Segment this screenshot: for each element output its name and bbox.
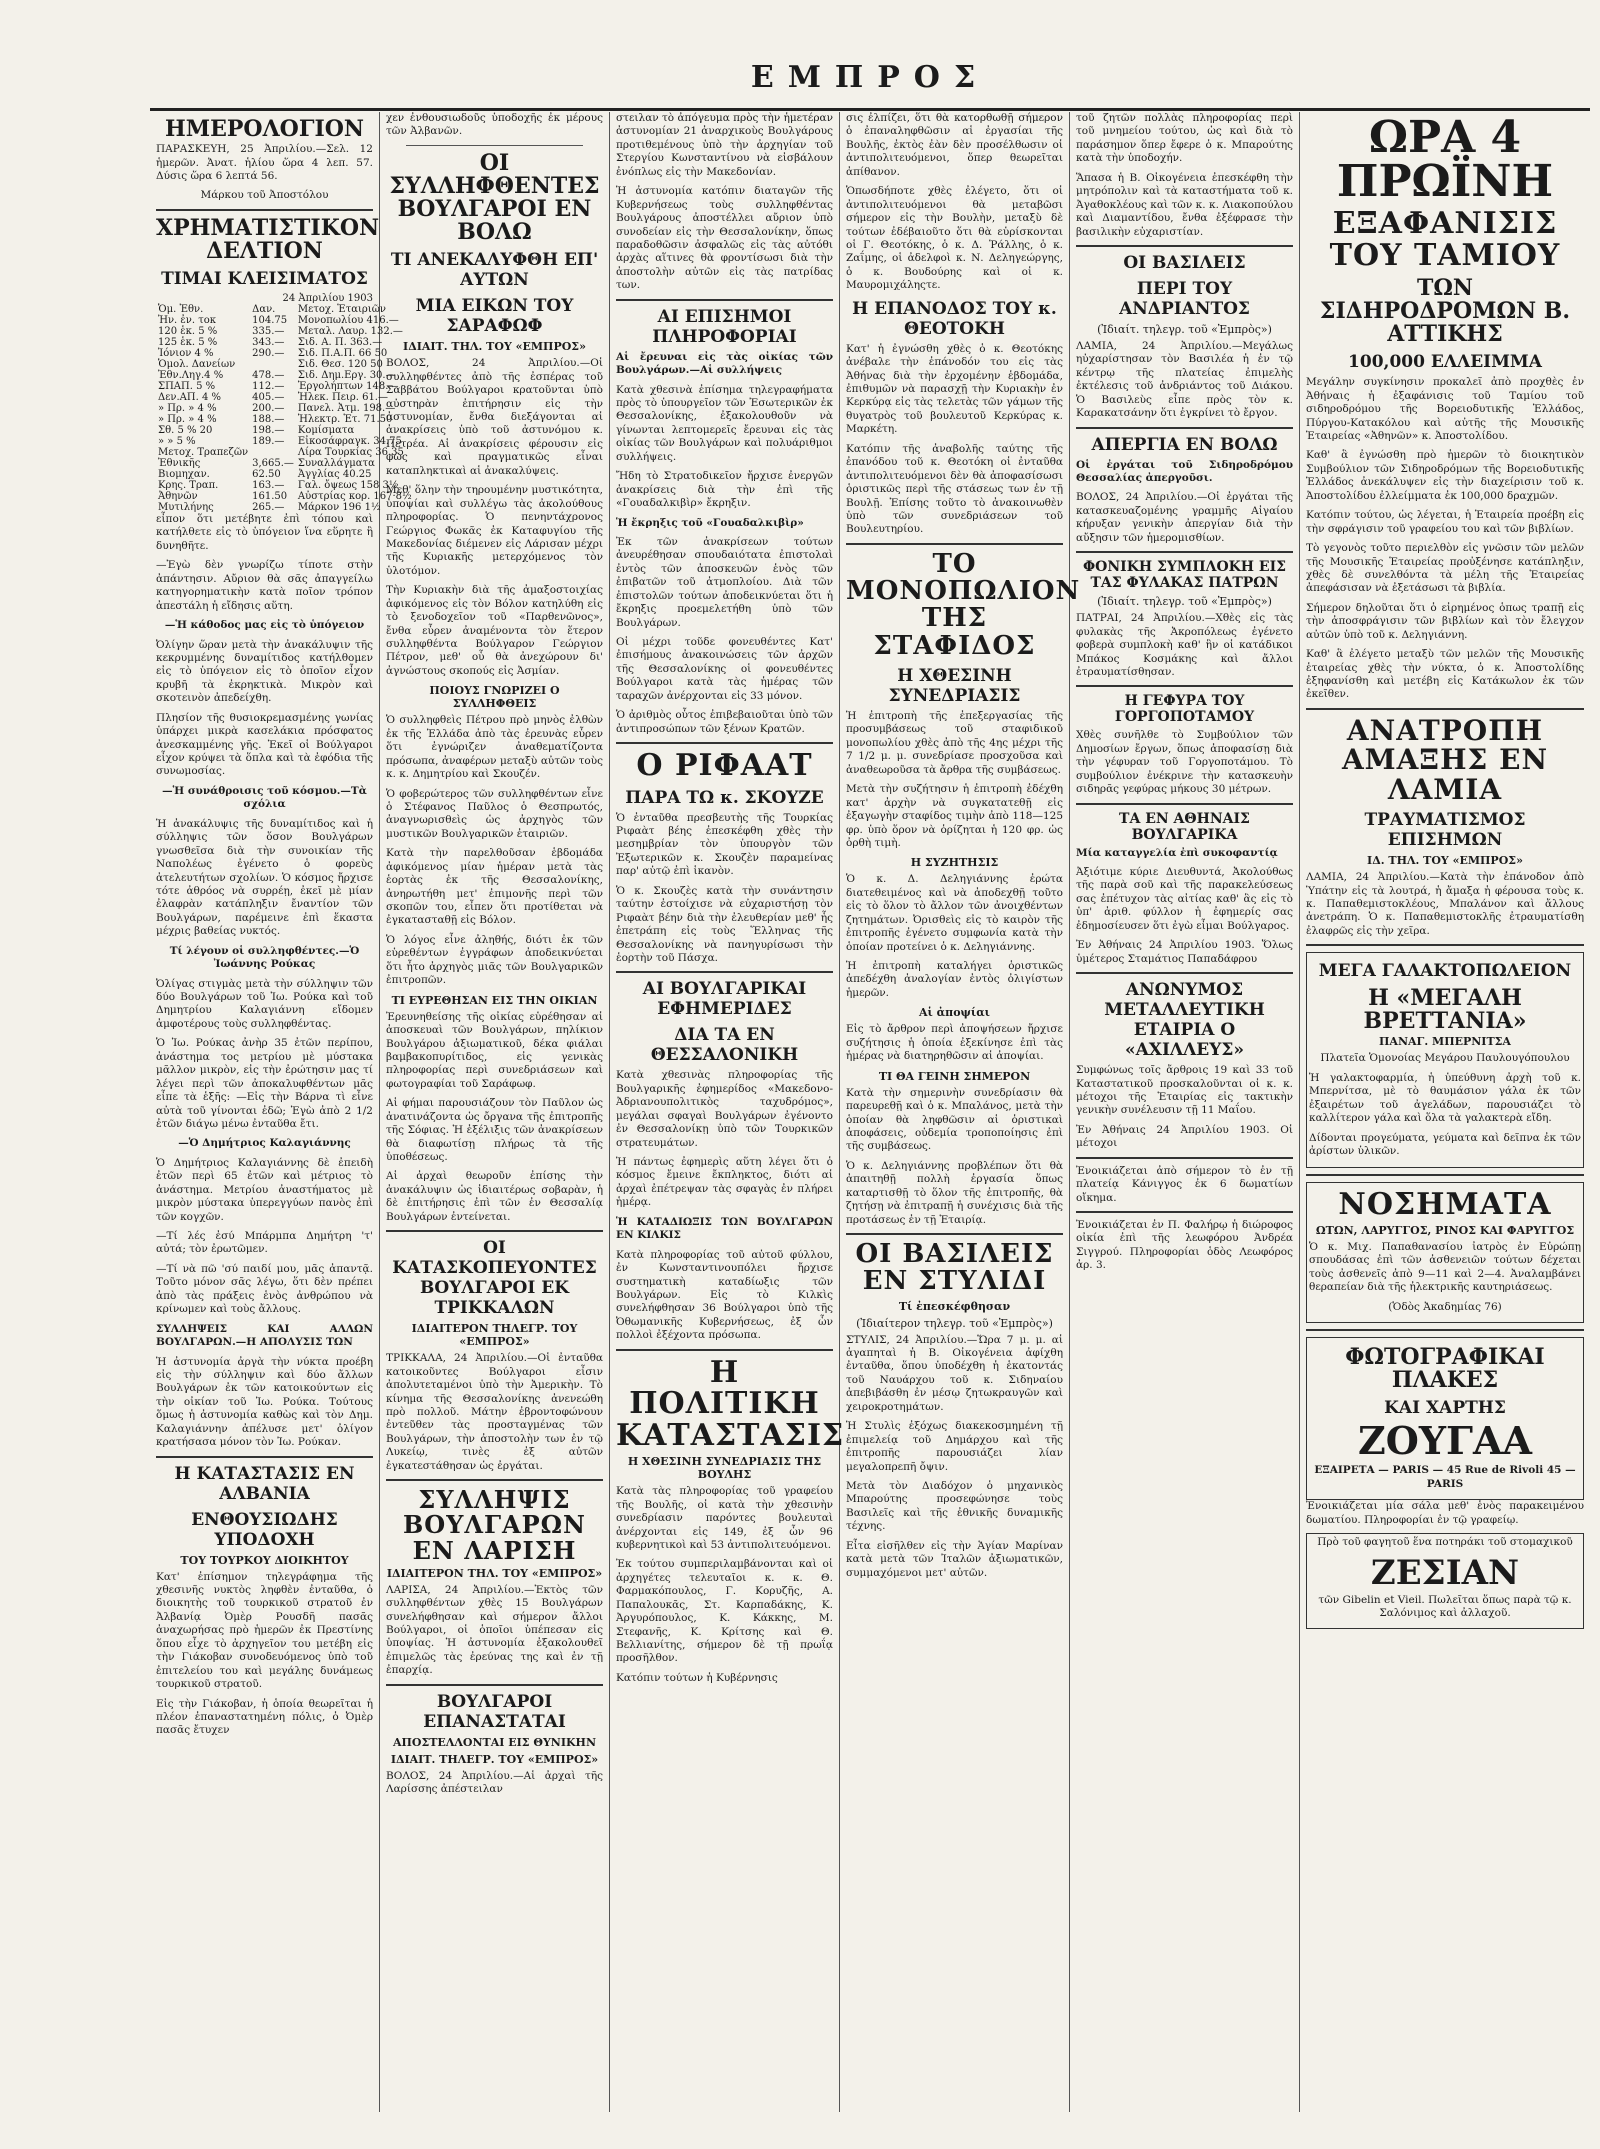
headline: ΣΥΛΛΗΨΙΣ ΒΟΥΛΓΑΡΩΝ ΕΝ ΛΑΡΙΣΗ bbox=[403, 1485, 586, 1565]
rates-cell: Κρης. Τραπ. bbox=[158, 480, 219, 492]
divider bbox=[616, 299, 833, 301]
paragraph: Ἡ ἐπιτροπὴ καταλήγει ὁριστικῶς ἀπεδέχθη ἀναλογίαν ἐντὸς ὀλιγίστων ἡμερῶν. bbox=[846, 960, 1063, 999]
rates-cell: Μυτιλήνης bbox=[158, 502, 214, 514]
section-heading: —Ἡ κάθοδος μας εἰς τὸ ὑπόγειον bbox=[164, 619, 365, 632]
paragraph: στειλαν τὸ ἀπόγευμα πρὸς τὴν ἡμετέραν ἀστυνομίαν 21 ἀναρχικοὺς Βουλγάρους προτιθεμένους ὑπὸ τὴν ἀρχηγίαν τοῦ Στεργίου Κωνσταντίνου νὰ εἰσβάλουν ἐνόπλως εἰς τὴν Μακεδονίαν. bbox=[616, 112, 834, 178]
subheadline: ΠΑΡΑ ΤΩ κ. ΣΚΟΥΖΕ bbox=[625, 787, 824, 808]
column-3 bbox=[610, 112, 845, 2112]
paragraph: ΤΡΙΚΚΑΛΑ, 24 Ἀπριλίου.—Οἱ ἐνταῦθα κατοικοῦντες Βούλγαροι εἶσιν ἀπολυτεταμένοι ὑπὸ τὴν Ἀμερικὴν. Τὸ κίνημα τῆς Θεσσαλονίκης ἀνενεώθη πρὸ πολλοῦ. Μάτην ἐβροντοφώνουν ἐντεῦθεν τὰς προσταγμένας τῶν Βουλγάρων, τὴν ἀποστολὴν των ἐν τῷ Λυκείῳ, τινὲς ἐξ αὐτῶν ἐγκατεστάθησαν ὡς ἐργάται. bbox=[386, 1352, 603, 1472]
ad-subheadline: ΠΑΝΑΓ. ΜΠΕΡΝΙΤΣΑ bbox=[1379, 1035, 1511, 1049]
divider bbox=[1076, 972, 1293, 974]
divider bbox=[1076, 685, 1293, 687]
divider bbox=[846, 543, 1063, 545]
paragraph: Κατὰ τὴν σημερινὴν συνεδρίασιν θὰ παρευρεθῇ καὶ ὁ κ. Μπαλάνος, μετὰ τὴν ὁποίαν θὰ ληφθῶσιν αἱ ὁριστικαὶ ἀποφάσεις, οὐδεμία τροποποίησις ἐπὶ τῆς συμβάσεως. bbox=[846, 1086, 1063, 1153]
column-1 bbox=[150, 112, 412, 2112]
dateline: ΙΔΙΑΙΤ. ΤΗΛ. ΤΟΥ «ΕΜΠΡΟΣ» bbox=[403, 340, 586, 354]
section-heading: ΤΙ ΕΥΡΕΘΗΣΑΝ ΕΙΣ ΤΗΝ ΟΙΚΙΑΝ bbox=[391, 993, 598, 1007]
rates-cell: Ἠλεκτρ. Ἑτ. 71.50 bbox=[297, 414, 393, 426]
rates-row bbox=[156, 337, 414, 348]
ad-headline: ΖΟΥΓΑΑ bbox=[1358, 1418, 1532, 1464]
paragraph: Ὁ λόγος εἶνε ἀληθής, διότι ἐκ τῶν εὑρεθέντων ἐγγράφων ἀποδεικνύεται ὅτι ἦτο ἀρχηγὸς μιᾶς τῶν Βουλγαρικῶν ἐπιτροπῶν. bbox=[386, 933, 603, 987]
headline: ΤΑ ΕΝ ΑΘΗΝΑΙΣ ΒΟΥΛΓΑΡΙΚΑ bbox=[1119, 810, 1250, 843]
rates-cell: Ἐθνικῆς bbox=[158, 458, 201, 470]
divider bbox=[1306, 708, 1584, 710]
paragraph: Κατ' ἡ ἐγνώσθη χθὲς ὁ κ. Θεοτόκης ἀνέβαλε τὴν ἐπάνοδόν του εἰς τὰς Ἀθήνας διὰ τὴν ἐρχομένην ἑβδομάδα, ἐπιθυμῶν νὰ παρασχῇ τὴν Κυριακὴν ἐν Κερκύρᾳ εἰς τὰς τελετὰς τῶν γάμων τῆς θυγατρὸς τοῦ βουλευτοῦ Κερκύρας κ. Μαρκέτη. bbox=[846, 342, 1063, 436]
headline: ΑΝΩΝΥΜΟΣ ΜΕΤΑΛΛΕΥΤΙΚΗ ΕΤΑΙΡΙΑ Ο «ΑΧΙΛΛΕΥΣ» bbox=[1104, 980, 1265, 1061]
rates-cell: Λίρα Τουρκίας 36.35 bbox=[297, 447, 404, 459]
paragraph: ΠΑΡΑΣΚΕΥΗ, 25 Ἀπριλίου.—Σελ. 12 ἡμερῶν. Ἀνατ. ἡλίου ὥρα 4 λεπ. 57. Δύσις ὥρα 6 λεπτά 56. bbox=[156, 143, 373, 182]
rates-row bbox=[156, 304, 414, 315]
rates-cell: 343.— bbox=[252, 337, 285, 349]
rates-cell bbox=[250, 359, 296, 370]
paragraph: Εἰς τὸ ἄρθρον περὶ ἀποψήσεων ἤρχισε συζήτησις ἡ ὁποία ἐξεκίνησε ἐπὶ τὰς ἡμέρας νὰ διατηρηθῶσιν αἱ ἀποψίαι. bbox=[846, 1023, 1063, 1063]
subheadline: ΠΕΡΙ ΤΟΥ ΑΝΔΡΙΑΝΤΟΣ bbox=[1119, 278, 1250, 319]
paragraph: Συμφώνως τοῖς ἄρθροις 19 καὶ 33 τοῦ Καταστατικοῦ προσκαλοῦνται οἱ κ. κ. μέτοχοι τῆς Ἑταιρίας εἰς τακτικὴν γενικὴν συνέλευσιν τῇ 11 Μαΐου. bbox=[1076, 1064, 1293, 1117]
paragraph: Κατόπιν τούτων ἡ Κυβέρνησις bbox=[616, 1671, 778, 1684]
rates-row bbox=[156, 392, 414, 403]
paragraph: Κατ' ἐπίσημον τηλεγράφημα τῆς χθεσινῆς νυκτὸς ληφθὲν ἐνταῦθα, ὁ διοικητὴς τοῦ τουρκικοῦ στρατοῦ ἐν Ἀλβανίᾳ Ὀμὲρ Ρουσδῆ πασᾶς ἀναχωρήσας πρὸ ἡμερῶν ἐκ Πρεστίνης ὅπου εἶχε τὸ ἀρχηγεῖον του μετέβη εἰς τὴν Γιάκοβαν συνοδευόμενος ὑπὸ τοῦ ἐπιτελείου του καὶ μεγάλης δυνάμεως τουρκικοῦ στρατοῦ. bbox=[156, 1570, 373, 1691]
subheadline: ΤΟΥ ΤΟΥΡΚΟΥ ΔΙΟΙΚΗΤΟΥ bbox=[180, 1553, 349, 1567]
paragraph: Τὴν Κυριακὴν διὰ τῆς ἀμαξοστοιχίας ἀφικόμενος εἰς τὸν Βόλον κατηλύθη εἰς τὸ ξενοδοχεῖον τοῦ «Παρθενῶνος», ἔνθα εὗρεν ἀναμένοντα τὸν ἕτερον συλληφθέντα Βούλγαρον Γεώργιον Πέτρον, μεθ' οὗ θὰ ἀνεχώρουν δι' ἀγνώστους σκοπούς εἰς Ἀσμίαν. bbox=[386, 584, 603, 677]
headline: ΤΟ ΜΟΝΟΠΩΛΙΟΝ ΤΗΣ ΣΤΑΦΙΔΟΣ bbox=[846, 548, 1081, 661]
paragraph: τοῦ ζητῶν πολλὰς πληροφορίας περὶ τοῦ μνημείου τούτου, ὡς καὶ διὰ τὸ παράσημον ὅπερ ἔφερε ὁ κ. Μπαρούτης κατὰ τὴν ὑποδοχήν. bbox=[1076, 112, 1293, 165]
paragraph: Ἐρευνηθείσης τῆς οἰκίας εὑρέθησαν αἱ ἀποσκευαὶ τῶν Βουλγάρων, πηλίκιον Βουλγάρου ἀξιωματικοῦ, δέκα φιάλαι βαμβακοπυρίτιδος, εἰς γενικὰς πληροφορίας περὶ συνεδριάσεων καὶ φωτογραφίαι τοῦ Σαράφωφ. bbox=[386, 1010, 603, 1090]
section-heading: Αἱ ἔρευναι εἰς τὰς οἰκίας τῶν Βουλγάρων.—Αἱ συλλήψεις bbox=[616, 350, 833, 377]
ad-headline: ΦΩΤΟΓΡΑΦΙΚΑΙ ΠΛΑΚΕΣ bbox=[1345, 1344, 1545, 1394]
paragraph: εἶπον ὅτι μετέβητε ἐπὶ τόπου καὶ κατήλθετε εἰς τὸ ὑπόγειον ἵνα εὕρητε ἢ δυνηθῆτε. bbox=[156, 513, 373, 552]
paragraph: Ὁ Δημήτριος Καλαγιάννης δὲ ἐπειδὴ ἐτῶν περὶ 65 ἐτῶν καὶ μέτριος τὸ ἀνάστημα. Μετρίου ἀναστήματος μὲ μικρὸν μύστακα ὑπερεγγύων πανὸς ἐπὶ τῶν κογχῶν. bbox=[156, 1156, 373, 1223]
section-heading: ΠΟΙΟΥΣ ΓΝΩΡΙΖΕΙ Ο ΣΥΛΛΗΦΘΕΙΣ bbox=[429, 684, 560, 711]
paragraph: Ἡ ἀστυνομία κατόπιν διαταγῶν τῆς Κυβερνήσεως τοὺς συλληφθέντας Βουλγάρους ἀποστέλλει αὔριον ὑπὸ συνοδείαν εἰς τὴν Θεσσαλονίκην, ὅπως παραδοθῶσιν ἀσφαλῶς εἰς τὰς αὐτόθι ἀρχὰς αἵτινες θὰ φροντίσωσι διὰ τὴν ἀποστολὴν αὐτῶν εἰς τὰς πατρίδας των. bbox=[616, 185, 833, 292]
headline: ΟΙ ΒΑΣΙΛΕΙΣ ΕΝ ΣΤΥΛΙΔΙ bbox=[855, 1239, 1054, 1297]
paragraph: Τὸ γεγονὸς τοῦτο περιελθὸν εἰς γνῶσιν τῶν μελῶν τῆς Μουσικῆς Ἑταιρείας προὐξένησε κατάπληξιν, χθὲς δὲ συνελθόντα τὰ μέλη τῆς Ἑταιρείας ἀπεφάσισαν νὰ ἐξετάσωσι τὰ βιβλία. bbox=[1306, 542, 1584, 595]
divider bbox=[616, 1349, 833, 1351]
section-heading: Τί λέγουν οἱ συλληφθέντες.—Ὁ Ἰωάννης Ρούκας bbox=[169, 944, 360, 971]
rates-cell: Ἀθηνῶν bbox=[158, 491, 198, 503]
rates-date: 24 Ἀπριλίου 1903 bbox=[282, 293, 373, 305]
headline: Η ΚΑΤΑΣΤΑΣΙΣ ΕΝ ΑΛΒΑΝΙΑ bbox=[174, 1463, 355, 1504]
rates-cell: Κομίσματα bbox=[297, 425, 355, 437]
dateline: ΙΔ. ΤΗΛ. ΤΟΥ «ΕΜΠΡΟΣ» bbox=[1367, 854, 1523, 868]
rates-row bbox=[156, 502, 414, 513]
rates-cell: 200.— bbox=[252, 403, 285, 415]
paragraph: Μεθ' ὅλην τὴν τηρουμένην μυστικότητα, ὑποψίαι καὶ συλλέγω τὰς ἀκολούθους πληροφορίας. Ὁ πενηντάχρονος Γεώργιος Φωκᾶς ἐκ Καταφυγίου τῆς Μακεδονίας διέμενεν εἰς Λάρισαν μέχρι τῆς Κυριακῆς μετερχόμενος τὸν ὑλοτόμον. bbox=[386, 484, 603, 577]
paragraph: Μετὰ τὴν συζήτησιν ἡ ἐπιτροπὴ ἐδέχθη κατ' ἀρχὴν νὰ συγκατατεθῇ εἰς ἐξαγωγὴν σταφίδος τιμὴν ἀπὸ 118—125 φρ. ὑπὸ ὅρον νὰ ὁρίζηται ἡ 120 φρ. ὡς ὀρθὴ τιμὴ. bbox=[846, 783, 1063, 849]
divider bbox=[616, 971, 833, 973]
rates-cell: 112.— bbox=[252, 381, 285, 393]
paragraph: Ὁ συλληφθεὶς Πέτρου πρὸ μηνὸς ἐλθὼν ἐκ τῆς Ἐλλάδα ἀπὸ τὰς ἐρευνὰς εὗρεν ὅτι ἐγνώριζεν ἀναθεματίζοντα πρόσωπα, ἀναφέρων μεταξὺ αὐτῶν τοὺς κ. κ. Δημητρίου καὶ Σκουζέν. bbox=[386, 714, 603, 781]
paragraph: Ἐν Ἀθήναις 24 Ἀπριλίου 1903. Ὅλως ὑμέτερος Σταμάτιος Παπαδάφρου bbox=[1076, 939, 1293, 965]
divider bbox=[1306, 1174, 1584, 1176]
rates-row bbox=[156, 447, 414, 458]
rates-row bbox=[156, 436, 414, 447]
paragraph: Πλησίον τῆς θυσιοκρεμασμένης γωνίας ὑπάρχει μικρὰ κασελάκια πρόσφατος ἀνεσκαμμένης γῆς. Ἐκεῖ οἱ Βούλγαροι εἶχον κρύψει τὰ ὅπλα καὶ τὰ ἐφόδια τῆς συνωμοσίας. bbox=[156, 711, 373, 778]
paragraph: Κατὰ χθεσινὰ ἐπίσημα τηλεγραφήματα πρὸς τὸ ὑπουργεῖον τῶν Ἐσωτερικῶν ἐκ Θεσσαλονίκης, ἐξακολουθοῦν νὰ γίνωνται λεπτομερεῖς ἔρευναι εἰς τὰς οἰκίας τῶν Βουλγάρων καὶ πολυάριθμοι συλλήψεις. bbox=[616, 383, 833, 463]
paragraph: Ὁ κ. Δ. Δεληγιάννης ἐρώτα διατεθειμένος καὶ νὰ ἀποδεχθῇ τοῦτο εἰς τὸ ὅλον τὸ ἄλλον τῶν ἀνοιχθέντων ζητημάτων. Ὀρισθεὶς εἰς τὸ καιρὸν τῆς ἐπιτροπῆς ἐγένετο συμφωνία κατὰ τὴν ὁποίαν προτείνει ὁ κ. Δεληγιάννης. bbox=[846, 873, 1063, 953]
rates-cell: Δεν.ΑΠ. 4 % bbox=[158, 392, 222, 404]
column-2 bbox=[380, 112, 610, 2112]
rates-row bbox=[156, 381, 414, 392]
masthead: ΕΜΠΡΟΣ bbox=[750, 60, 990, 95]
dateline: (Ἰδιαίτερον τηλεγρ. τοῦ «Ἐμπρὸς») bbox=[856, 1316, 1053, 1330]
paragraph: Κατὰ τὴν παρελθοῦσαν ἑβδομάδα ἀφικόμενος μίαν ἡμέραν μετὰ τὰς ἑορτὰς ἐκ τῆς Θεσσαλονίκης, ἀνηρωτήθη μετ' ἐπιμονῆς περὶ τῶν σκοπῶν του, εἶπεν ὅτι προτίθεται νὰ ἐγκατασταθῇ εἰς Βόλον. bbox=[386, 847, 603, 927]
rates-cell: 265.— bbox=[252, 502, 285, 514]
headline: ΟΙ ΒΑΣΙΛΕΙΣ bbox=[1123, 252, 1246, 273]
subheadline: ΤΡΑΥΜΑΤΙΣΜΟΣ ΕΠΙΣΗΜΩΝ bbox=[1364, 810, 1526, 851]
paragraph: Αἱ ἀρχαὶ θεωροῦν ἐπίσης τὴν ἀνακάλυψιν ὡς ἰδιαιτέρως σοβαρὰν, ἡ δὲ ἐπιτήρησις ἐπὶ τῶν ἐν Θεσσαλίᾳ Βουλγάρων ἐντείνεται. bbox=[386, 1170, 603, 1223]
paragraph: Εἰς τὴν Γιάκοβαν, ἡ ὁποία θεωρεῖται ἡ πλέον ἐπαναστατημένη πόλις, ὁ Ὀμὲρ πασᾶς ἔτυχεν bbox=[156, 1697, 373, 1737]
rates-cell: Μεταλ. Λαυρ. 132.— bbox=[297, 326, 403, 338]
rates-cell: Ὁμολ. Δανείων bbox=[158, 359, 236, 371]
divider bbox=[1076, 803, 1293, 805]
headline: ΕΞΑΦΑΝΙΣΙΣ ΤΟΥ ΤΑΜΙΟΥ bbox=[1329, 206, 1561, 273]
divider bbox=[406, 145, 583, 146]
rates-cell: Σιδ. Δημ.Εργ. 30.— bbox=[297, 370, 396, 382]
divider bbox=[1076, 1157, 1293, 1159]
paragraph: Χθὲς συνῆλθε τὸ Συμβούλιον τῶν Δημοσίων ἔργων, ὅπως ἀποφασίσῃ διὰ τὴν γέφυραν τοῦ Γοργοποτάμου. Τὸ συμβούλιον ἐνέκρινε τὴν κατασκευὴν σιδηρᾶς γεφύρας μήκους 30 μέτρων. bbox=[1076, 729, 1293, 796]
column-5 bbox=[1070, 112, 1300, 2112]
rates-row bbox=[156, 403, 414, 414]
section-heading: Αἱ ἀποψίαι bbox=[918, 1006, 990, 1020]
rates-cell: Σιδ. Α. Π. 363.— bbox=[297, 337, 383, 349]
headline: ΑΙ ΒΟΥΛΓΑΡΙΚΑΙ ΕΦΗΜΕΡΙΔΕΣ bbox=[642, 979, 807, 1020]
paragraph: ΛΑΜΙΑ, 24 Ἀπριλίου.—Μεγάλως ηὐχαρίστησαν τὸν Βασιλέα ἡ ἐν τῷ κέντρῳ τῆς πλατείας ἐπιμελὴς ἐκτέλεσις τοῦ ἀνδριάντος τοῦ Διάκου. Ὁ Βασιλεὺς εἶπε πρὸς τὸν κ. Καρακατσάνην ὅτι ἐγκρίνει τὸ ἔργον. bbox=[1076, 339, 1293, 420]
rates-cell: 125 ἑκ. 5 % bbox=[158, 337, 218, 349]
paragraph: Ὁ Ἰω. Ρούκας ἀνὴρ 35 ἐτῶν περίπου, ἀνάστημα τος μετρίου μὲ μύστακα μᾶλλον μικρὸν, εἰς τὴν ἐρώτησιν μας τί λέγει περὶ τῶν ἀποκαλυφθέντων μᾶς εἶπε τὰ ἑξῆς: —Εἰς τὴν Βάρνα τὶ εἶνε αὐτὰ τοῦ γίνονται ἐδῶ; Ἐγὼ ἀπὸ 2 1/2 ἐτῶν διάγω μένω ἐνταῦθα ἔτι. bbox=[156, 1037, 373, 1130]
section-heading: Ἡ ΚΑΤΑΔΙΩΞΙΣ ΤΩΝ ΒΟΥΛΓΑΡΩΝ ΕΝ ΚΙΛΚΙΣ bbox=[616, 1215, 833, 1242]
paragraph: Ἡ πάντως ἐφημερὶς αὕτη λέγει ὅτι ὁ κόσμος ἔμεινε ἔκπληκτος, διότι αἱ ἀρχαὶ ἐπέτρεψαν τὰς σφαγὰς ἐν πλήρει ἡμέρᾳ. bbox=[616, 1156, 833, 1209]
headline: Η ΠΟΛΙΤΙΚΗ ΚΑΤΑΣΤΑΣΙΣ bbox=[616, 1354, 845, 1453]
dateline: ΙΔΙΑΙΤΕΡΟΝ ΤΗΛΕΓΡ. ΤΟΥ «ΕΜΠΡΟΣ» bbox=[411, 1322, 578, 1349]
rates-cell: 3,665.— bbox=[252, 458, 294, 470]
paragraph: Ἐκ τούτου συμπεριλαμβάνονται καὶ οἱ ἀρχηγέτες τελευταῖοι κ. κ. Θ. Φαρμακόπουλος, Γ. Κορυζῆς, Α. Παπαλουκᾶς, Στ. Καρπαδάκης, Κ. Ἀργυρόπουλος, Κ. Κάκκης, Μ. Στεφανῆς, Κ. Κρίτσης καὶ Θ. Βελλιανίτης, σήμερον δὲ τῇ πρωΐᾳ προσῆλθον. bbox=[616, 1558, 833, 1665]
divider bbox=[386, 1684, 603, 1686]
rates-cell: Μετοχ. Τραπεζῶν bbox=[158, 447, 249, 459]
paragraph: Ἀξιότιμε κύριε Διευθυντά, Ἀκολούθως τῆς παρὰ σοῦ καὶ τῆς παρακελεύσεως σας ἐπέτυχον τὰς αἰτίας καθ' ἃς εἰς τὸ ὑπ' ἀριθ. φύλλον ἡ ἐφημερίς σας ἐδημοσίευσεν ὅτι ἐγὼ εἶμαι Βούλγαρος. bbox=[1076, 866, 1293, 932]
divider bbox=[1076, 1211, 1293, 1213]
paragraph: Ἡ ἀνακάλυψις τῆς δυναμίτιδος καὶ ἡ σύλληψις τῶν ὅσον Βουλγάρων γνωσθεῖσα διὰ τὴν συνοικίαν τῆς Ναπολέως ἐγένετο ὁ φορεὺς ἀτελευτήτων σχολίων. Ὁ κόσμος ἤρχισε τότε ἀθρόος νὰ συρρέῃ, ἐκεῖ μὲ μίαν ἐλαφρὰν κατάπληξιν ἔναντίον τῶν Βουλγάρων, παρέμεινε ἐπὶ ἕκαστα μέχρις βαθείας νυκτός. bbox=[156, 817, 373, 938]
subheadline: ΤΩΝ ΣΙΔΗΡΟΔΡΟΜΩΝ Β. ΑΤΤΙΚΗΣ bbox=[1319, 275, 1571, 348]
paragraph: —Ἐγὼ δὲν γνωρίζω τίποτε στὴν ἀπάντησιν. Αὔριον θὰ σᾶς ἀπαγγείλω κατηγορηματικὴν κατὰ ποῖον τρόπον ἀπεστάλη ἡ εἴδησις αὕτη. bbox=[156, 559, 373, 612]
headline: ΟΙ ΣΥΛΛΗΦΘΕΝΤΕΣ ΒΟΥΛΓΑΡΟΙ ΕΝ ΒΟΛΩ bbox=[389, 149, 600, 246]
paragraph: Κατὰ πληροφορίας τοῦ αὐτοῦ φύλλου, ἐν Κωνσταντινουπόλει ἤρχισε συστηματικὴ καταδίωξις τῶν Βουλγάρων. Εἰς τὸ Κιλκὶς συνελήφθησαν 36 Βούλγαροι ὑπὸ τῆς Ὀθωμανικῆς Κυβερνήσεως, ἐξ ὧν πολλοὶ ἐξέχοντα πρόσωπα. bbox=[616, 1248, 833, 1342]
headline: ΟΙ ΚΑΤΑΣΚΟΠΕΥΟΝΤΕΣ ΒΟΥΛΓΑΡΟΙ ΕΚ ΤΡΙΚΚΑΛΩΝ bbox=[392, 1238, 597, 1319]
ad-text: Πρὸ τοῦ φαγητοῦ ἕνα ποτηράκι τοῦ στομαχικοῦ bbox=[1317, 1536, 1573, 1549]
paragraph: Μετὰ τὸν Διαδόχον ὁ μηχανικὸς Μπαρούτης προσεφώνησε τοὺς Βασιλεῖς καὶ τῆς ἐθνικῆς δυναμικῆς τέχνης. bbox=[846, 1479, 1063, 1533]
paragraph: ΠΑΤΡΑΙ, 24 Ἀπριλίου.—Χθὲς εἰς τὰς φυλακὰς τῆς Ἀκροπόλεως ἐγένετο φοβερὰ συμπλοκὴ καθ' ἣν οἱ κατάδικοι Μπάκος Κοσμάκης καὶ ἄλλοι ἐτραυματίσθησαν. bbox=[1076, 612, 1293, 678]
subheadline: Η ΧΘΕΣΙΝΗ ΣΥΝΕΔΡΙΑΣΙΣ ΤΗΣ ΒΟΥΛΗΣ bbox=[627, 1455, 822, 1482]
subheadline: ΤΙΜΑΙ ΚΛΕΙΣΙΜΑΤΟΣ bbox=[161, 269, 368, 290]
headline: ΧΡΗΜΑΤΙΣΤΙΚΟΝ ΔΕΛΤΙΟΝ bbox=[156, 214, 380, 264]
dateline: ΙΔΙΑΙΤΕΡΟΝ ΤΗΛ. ΤΟΥ «ΕΜΠΡΟΣ» bbox=[386, 1566, 603, 1580]
paragraph: ΛΑΜΙΑ, 24 Ἀπριλίου.—Κατὰ τὴν ἐπάνοδον ἀπὸ Ὑπάτην εἰς τὰ λουτρά, ἡ ἄμαξα ἡ φέρουσα τοὺς κ. κ. Παπαθεμιστοκλέους, Μπαλάνον καὶ ἄλλους ἀνετράπη. Ὁ κ. Παπαθεμιστοκλῆς ἐτραυματίσθη ἐλαφρῶς εἰς τὴν χεῖρα. bbox=[1306, 871, 1584, 937]
rates-row bbox=[156, 348, 414, 359]
top-rule bbox=[150, 108, 1590, 111]
ad-headline: ΖΕΣΙΑΝ bbox=[1370, 1552, 1520, 1593]
rates-cell: Σιδ. Θεσ. 120 50 bbox=[297, 359, 383, 371]
headline: ΑΙ ΕΠΙΣΗΜΟΙ ΠΛΗΡΟΦΟΡΙΑΙ bbox=[652, 306, 797, 347]
paragraph: Καθ' ἃ ἐγνώσθη πρὸ ἡμερῶν τὸ διοικητικὸν Συμβούλιον τῶν Σιδηροδρόμων τῆς Βορειοδυτικῆς Ἑλλάδος ἀνεκάλυψεν εἰς τὴν διαχείρισιν τοῦ κ. Ἀποστολίδου ἐλλείμματα ἐκ 100,000 δραχμῶν. bbox=[1306, 449, 1584, 502]
rates-cell: 188.— bbox=[252, 414, 285, 426]
headline: ΑΠΕΡΓΙΑ ΕΝ ΒΟΛΩ bbox=[1091, 434, 1278, 455]
paragraph: Κατὰ χθεσινὰς πληροφορίας τῆς Βουλγαρικῆς ἐφημερίδος «Μακεδονο-Ἀδριανουπολιτικὸς ταχυδρόμος», μεγάλαι σφαγαὶ Βουλγάρων ἐγένοντο ἐν Θεσσαλονίκῃ ὑπὸ τῶν Τουρκικῶν στρατευμάτων. bbox=[616, 1069, 833, 1149]
section-heading: ΣΥΛΛΗΨΕΙΣ ΚΑΙ ΑΛΛΩΝ ΒΟΥΛΓΑΡΩΝ.—Η ΑΠΟΛΥΣΙΣ ΤΩΝ bbox=[156, 1322, 373, 1349]
section-heading: Η ΕΠΑΝΟΔΟΣ ΤΟΥ κ. ΘΕΟΤΟΚΗ bbox=[852, 298, 1057, 339]
rates-cell bbox=[250, 447, 296, 458]
rates-cell: 161.50 bbox=[252, 491, 288, 503]
ad-address: Πλατεῖα Ὁμονοίας Μεγάρου Παυλουγόπουλου bbox=[1320, 1052, 1570, 1065]
divider bbox=[1306, 1329, 1584, 1331]
section-heading: Η ΣΥΖΗΤΗΣΙΣ bbox=[910, 856, 999, 870]
rates-cell: 290.— bbox=[252, 348, 285, 360]
paragraph: Κατόπιν τούτου, ὡς λέγεται, ἡ Ἑταιρεία προέβη εἰς τὴν σφράγισιν τοῦ γραφείου του καὶ τῶν βιβλίων. bbox=[1306, 509, 1584, 535]
section-heading: —Ἡ συνάθροισις τοῦ κόσμου.—Τὰ σχόλια bbox=[162, 784, 367, 811]
subheadline: 100,000 ΕΛΛΕΙΜΜΑ bbox=[1348, 352, 1542, 373]
rates-row bbox=[156, 458, 414, 469]
rates-cell: 120 ἑκ. 5 % bbox=[158, 326, 218, 338]
paragraph: —Τί λές ἐσύ Μπάρμπα Δημήτρη 'τ' αὐτά; τὸν ἐρωτῶμεν. bbox=[156, 1230, 373, 1256]
paragraph: Ἐν Ἀθήναις 24 Ἀπριλίου 1903. Οἱ μέτοχοι bbox=[1076, 1123, 1293, 1150]
column-4 bbox=[840, 112, 1081, 2112]
rates-cell: 198.— bbox=[252, 425, 285, 437]
advertisement-liqueur bbox=[1306, 1533, 1584, 1629]
rates-cell: Αὐστρίας κορ. 167·8½ bbox=[297, 491, 412, 503]
paragraph: Ἡ ἐπιτροπὴ τῆς ἐπεξεργασίας τῆς προσυμβάσεως τοῦ σταφιδικοῦ μονοπωλίου χθὲς ἀπὸ τῆς 4ης μέχρι τῆς 7 1/2 μ. μ. συνεδρίασε προσχοῦσα καὶ ἀναθεωροῦσα τὰ ἄρθρα τῆς συμβάσεως. bbox=[846, 710, 1063, 776]
headline: Η ΓΕΦΥΡΑ ΤΟΥ ΓΟΡΓΟΠΟΤΑΜΟΥ bbox=[1114, 693, 1255, 726]
rates-cell: Μάρκον 196 1½ bbox=[297, 502, 381, 514]
paragraph: Μία καταγγελία ἐπὶ συκοφαντίᾳ bbox=[1076, 846, 1278, 859]
rates-table bbox=[156, 304, 414, 513]
divider bbox=[1306, 944, 1584, 946]
divider bbox=[1076, 427, 1293, 429]
headline: ΦΟΝΙΚΗ ΣΥΜΠΛΟΚΗ ΕΙΣ ΤΑΣ ΦΥΛΑΚΑΣ ΠΑΤΡΩΝ bbox=[1082, 559, 1287, 592]
paragraph: σις ἐλπίζει, ὅτι θὰ κατορθωθῇ σήμερον ὁ ἐπαναληφθῶσιν αἱ ἐργασίαι τῆς Βουλῆς, ἐκτὸς ἐὰν δὲν προσέλθωσιν οἱ ἀντιπολιτευόμενοι, ὅπερ θεωρεῖται ἀπίθανον. bbox=[846, 112, 1063, 178]
paragraph: Σήμερον δηλοῦται ὅτι ὁ εἰρημένος ὁπως τραπῇ εἰς τὴν ἀποσφράγισιν τῶν βιβλίων καὶ τὸν ἔλεγχον αὐτῶν ὑπὸ τοῦ κ. Δεληγιάννη. bbox=[1306, 601, 1584, 641]
rates-cell: Σιδ. Π.Α.Π. 66 50 bbox=[297, 348, 388, 360]
paragraph: χεν ἐνθουσιωδοῦς ὑποδοχῆς ἐκ μέρους τῶν Ἀλβανῶν. bbox=[386, 112, 603, 138]
rates-cell: 405.— bbox=[252, 392, 285, 404]
paragraph: Εἶτα εἰσῆλθεν εἰς τὴν Ἁγίαν Μαρίναν κατὰ μετὰ τῶν Ἰταλῶν ἀξιωματικῶν, συμμαχόμενοι μετ' αὐτῶν. bbox=[846, 1539, 1063, 1579]
paragraph: Ὁ κ. Δεληγιάννης προβλέπων ὅτι θὰ ἀπαιτηθῇ πολλὴ ἐργασία ὅπως καταρτισθῇ τὸ ὅλον τῆς ἐπιτροπῆς, θὰ ζητήσῃ νὰ ἐπιτραπῇ ἡ συνέχισις διὰ τῆς προτάσεως ἐν τῇ Ἑταιρίᾳ. bbox=[846, 1159, 1063, 1226]
rates-cell: 163.— bbox=[252, 480, 285, 492]
subheadline: ΜΙΑ ΕΙΚΩΝ ΤΟΥ ΣΑΡΑΦΩΦ bbox=[415, 296, 574, 337]
rates-cell: 189.— bbox=[252, 436, 285, 448]
rates-row bbox=[156, 359, 414, 370]
paragraph: Αἱ φήμαι παρουσιάζουν τὸν Παῦλον ὡς ἀνατινάζοντα ὡς ὄργανα τῆς ἐπιτροπῆς τῆς Σόφιας. Ἡ ἐξέλιξις τῶν ἀνακρίσεων θὰ διαφωτίσῃ πλήρως τὰ τῆς ὑποθέσεως. bbox=[386, 1097, 603, 1163]
paragraph: Ἡ ἀστυνομία ἀργὰ τὴν νύκτα προέβη εἰς τὴν σύλληψιν καὶ δύο ἄλλων Βουλγάρων ἐκ τῶν κατοικούντων εἰς τὴν οἰκίαν τοῦ Ἰω. Ρούκα. Τούτους ὅμως ἡ ἀστυνομία καθὼς καὶ τὸν Δημ. Καλαγιάννην ἀπέλυσε μετ' ὀλίγον κρατήσασα μόνον τὸν Ἰω. Ρούκαν. bbox=[156, 1355, 373, 1449]
divider bbox=[1076, 245, 1293, 247]
dateline: (Ἰδιαίτ. τηλεγρ. τοῦ «Ἐμπρὸς») bbox=[1097, 322, 1272, 336]
paragraph: Ὀλίγην ὥραν μετὰ τὴν ἀνακάλυψιν τῆς κεκρυμμένης δυναμίτιδος κατήλθομεν εἰς τὸ ὑπόγειον εἰς τὸ ὁποῖον εἶχον κρυβῆ τὰ ἐκρηκτικὰ. Μικρὸν καὶ σκοτεινὸν ἀπεδείχθη. bbox=[156, 638, 373, 705]
paragraph: Ἤδη τὸ Στρατοδικεῖον ἤρχισε ἐνεργῶν ἀνακρίσεις διὰ τὴν ἐπὶ τῆς «Γουαδαλκιβὶρ» ἔκρηξιν. bbox=[616, 470, 833, 510]
paragraph: Κατὰ τὰς πληροφορίας τοῦ γραφείου τῆς Βουλῆς, οἱ κατὰ τὴν χθεσινὴν συνεδρίασιν παρόντες βουλευταὶ ἀνέρχονται εἰς 149, ἐξ ὧν 96 κυβερνητικοὶ καὶ 53 ἀντιπολιτευόμενοι. bbox=[616, 1485, 833, 1551]
rates-cell: Γαλ. ὄψεως 158 3½ bbox=[297, 480, 399, 492]
rates-cell: Ἐθν.Ληγ.4 % bbox=[158, 370, 224, 382]
ad-subheadline: ΩΤΩΝ, ΛΑΡΥΓΓΟΣ, ΡΙΝΟΣ ΚΑΙ ΦΑΡΥΓΓΟΣ bbox=[1315, 1224, 1575, 1238]
paragraph: Ὁ ἐνταῦθα πρεσβευτὴς τῆς Τουρκίας Ριφαὰτ βέης ἐπεσκέφθη χθὲς τὴν μεσημβρίαν τὸν ὑπουργὸν τῶν Ἐξωτερικῶν κ. Σκουζὲν παραμείνας παρ' αὐτῷ ἐπὶ ἱκανὸν. bbox=[616, 811, 833, 878]
rates-row bbox=[156, 425, 414, 436]
rates-cell: Ἀγγλίας 40.25 bbox=[297, 469, 372, 481]
column-6 bbox=[1300, 112, 1590, 2112]
section-heading: ΤΙ ΘΑ ΓΕΙΝΗ ΣΗΜΕΡΟΝ bbox=[878, 1069, 1031, 1083]
rates-cell: Μονοπωλίου 416.— bbox=[297, 315, 399, 327]
rates-cell: Ὁμ. Ἐθν. bbox=[158, 304, 204, 316]
rates-row bbox=[156, 491, 414, 502]
rates-row bbox=[156, 315, 414, 326]
headline: ΕΝΘΟΥΣΙΩΔΗΣ ΥΠΟΔΟΧΗ bbox=[191, 1509, 338, 1550]
rates-cell: Ἠλεκ. Πειρ. 61.— bbox=[297, 392, 388, 404]
paragraph: Ὀλίγας στιγμὰς μετὰ τὴν σύλληψιν τῶν δύο Βουλγάρων τοῦ Ἰω. Ρούκα καὶ τοῦ Δημητρίου Καλαγιάννη εἴδομεν ἀμφοτέρους τοὺς συλληφθέντας. bbox=[156, 977, 373, 1030]
divider bbox=[386, 1230, 603, 1232]
divider bbox=[1076, 551, 1293, 553]
subheadline: Η ΧΘΕΣΙΝΗ ΣΥΝΕΔΡΙΑΣΙΣ bbox=[888, 666, 1021, 706]
rates-cell: Συναλλάγματα bbox=[297, 458, 375, 470]
divider bbox=[156, 209, 373, 211]
divider bbox=[846, 1233, 1063, 1235]
paragraph: Ἅπασα ἡ Β. Οἰκογένεια ἐπεσκέφθη τὴν μητρόπολιν καὶ τὰ καταστήματα τοῦ κ. Ἀγαθοκλέους καὶ τῶν κ. κ. Λιακοπούλου καὶ Διαμαντίδου, ἔνθα ἐξέφρασε τὴν βασιλικὴν εὐχαριστίαν. bbox=[1076, 171, 1293, 238]
rates-cell: ΣΠΑΠ. 5 % bbox=[158, 381, 216, 393]
dateline: ΙΔΙΑΙΤ. ΤΗΛΕΓΡ. ΤΟΥ «ΕΜΠΡΟΣ» bbox=[390, 1752, 599, 1766]
ad-headline: ΝΟΣΗΜΑΤΑ bbox=[1338, 1186, 1552, 1222]
paragraph: —Τί νὰ πῶ 'σύ παιδί μου, μᾶς ἀπαντᾷ. Τοῦτο μόνον σᾶς λέγω, ὅτι δὲν πρέπει ἀπὸ τὰς πράξεις ἑνὸς ἀνθρώπου νὰ κρίνωμεν καὶ τοὺς ἄλλους. bbox=[156, 1262, 373, 1316]
subheadline: ΤΙ ΑΝΕΚΑΛΥΦΘΗ ΕΠ' ΑΥΤΩΝ bbox=[390, 250, 599, 291]
rates-cell: Ἠν. ἐν. τοκ bbox=[158, 315, 217, 327]
rates-row bbox=[156, 480, 414, 491]
ad-text: Ὁ κ. Μιχ. Παπαθανασίου ἰατρὸς ἐν Εὐρώπῃ σπουδάσας ἐπὶ τῶν ἀσθενειῶν τούτων δέχεται τοὺς ἀσθενεῖς ἀπὸ 9—11 καὶ 2—4. Ἀναλαμβάνει θεραπείαν διὰ τῆς ἠλεκτρικῆς καυτηριάσεως. bbox=[1309, 1241, 1581, 1294]
ad-text: Δίδονται προγεύματα, γεύματα καὶ δεῖπνα ἐκ τῶν ἀρίστων ὑλικῶν. bbox=[1309, 1131, 1581, 1158]
ad-headline: ΜΕΓΑ ΓΑΛΑΚΤΟΠΩΛΕΙΟΝ bbox=[1318, 961, 1572, 982]
rates-cell: Εἰκοσάφραγκ. 34.75 bbox=[297, 436, 402, 448]
headline: ΒΟΥΛΓΑΡΟΙ ΕΠΑΝΑΣΤΑΤΑΙ bbox=[423, 1691, 566, 1732]
classified-ad: Ἐνοικιάζεται ἀπὸ σήμερον τὸ ἐν τῇ πλατείᾳ Κάνιγγος ἐκ 6 δωματίων οἴκημα. bbox=[1076, 1164, 1293, 1204]
ad-address: ΕΞΑΙΡΕΤΑ — PARIS — 45 Rue de Rivoli 45 — PARIS bbox=[1314, 1464, 1576, 1490]
paragraph: ΛΑΡΙΣΑ, 24 Ἀπριλίου.—Ἐκτὸς τῶν συλληφθέντων χθὲς 15 Βουλγάρων συνελήφθησαν καὶ σήμερον ἄλλοι Βούλγαροι, οἱ ὁποῖοι ὑπέπεσαν εἰς ὑποψίας. Ἡ ἀστυνομία ἐξακολουθεῖ ἐπιμελῶς τὰς ἐρεύνας της καὶ ἐν τῇ ἐπαρχίᾳ. bbox=[386, 1583, 603, 1677]
section-heading: Ἡ ἔκρηξις τοῦ «Γουαδαλκιβὶρ» bbox=[616, 516, 804, 529]
rates-row bbox=[156, 326, 414, 337]
paragraph: Οἱ μέχρι τοῦδε φονευθέντες Κατ' ἐπισήμους ἀνακοινώσεις τῶν ἀρχῶν τῆς Θεσσαλονίκης οἱ φονευθέντες Βούλγαροι κατὰ τὰς ἡμέρας τῶν ταραχῶν ἀνέρχονται εἰς 33 μόνον. bbox=[616, 636, 833, 702]
ad-address: (Ὁδὸς Ἀκαδημίας 76) bbox=[1388, 1300, 1502, 1313]
headline: Ο ΡΙΦΑΑΤ bbox=[636, 748, 813, 784]
paragraph: Κατόπιν τῆς ἀναβολῆς ταύτης τῆς ἐπανόδου τοῦ κ. Θεοτόκη οἱ ἐνταῦθα ἀντιπολιτευόμενοι δὲν θὰ ἀποφασίσωσι ὁριστικῶς περὶ τῆς στάσεως των ἐν τῇ Βουλῇ. Ἐπίσης τοῦτο τὸ ἀνακοινωθὲν ὑπὸ τῶν συνεδριάσεων τοῦ Βουλευτηρίου. bbox=[846, 442, 1063, 536]
dateline: (Ἰδιαίτ. τηλεγρ. τοῦ «Ἐμπρὸς») bbox=[1097, 595, 1272, 609]
paragraph: Μάρκου τοῦ Ἀποστόλου bbox=[200, 189, 329, 202]
paragraph: Ἡ Στυλὶς ἐξόχως διακεκοσμημένη τῇ ἐπιμελείᾳ τοῦ Δημάρχου καὶ τῆς ἐπιτροπῆς παρουσιάζει λίαν μεγαλοπρεπῆ ὄψιν. bbox=[846, 1420, 1063, 1473]
subheadline: ΔΙΑ ΤΑ ΕΝ ΘΕΣΣΑΛΟΝΙΚΗ bbox=[650, 1025, 799, 1066]
rates-cell: 104.75 bbox=[252, 315, 288, 327]
rates-cell: Σθ. 5 % 20 bbox=[158, 425, 213, 437]
paragraph: Ἐκ τῶν ἀνακρίσεων τούτων ἀνευρέθησαν σπουδαιότατα ἐπιστολαὶ ἐντὸς τῶν ἀποσκευῶν ἑνὸς τῶν ἐπιβατῶν τοῦ ἀτμοπλοίου. Διὰ τῶν ἐπιστολῶν τούτων ἀποδεικνύεται ὅτι ἡ ἔκρηξις προεμελετήθη ὑπὸ τῶν Βουλγάρων. bbox=[616, 535, 833, 629]
rates-cell: » Πρ. » 4 % bbox=[158, 414, 217, 426]
rates-cell: 478.— bbox=[252, 370, 285, 382]
rates-cell: Ἐργολήπτων 148.— bbox=[297, 381, 399, 393]
advertisement-photo bbox=[1306, 1337, 1584, 1500]
section-heading: —Ὁ Δημήτριος Καλαγιάννης bbox=[178, 1137, 351, 1150]
rates-cell: » Πρ. » 4 % bbox=[158, 403, 217, 415]
rates-cell: Πανελ. Ἀτμ. 198.— bbox=[297, 403, 396, 415]
paragraph: ΒΟΛΟΣ, 24 Ἀπριλίου.—Οἱ συλληφθέντες ἀπὸ τῆς ἐσπέρας τοῦ Σαββάτου Βούλγαροι κρατοῦνται ὑπὸ αὐστηρὰν ἐπιτήρησιν εἰς τὴν ἀστυνομίαν, ἔνθα διεξάγονται αἱ ἀνακρίσεις ὑπὸ τοῦ ἀστυνόμου κ. Πετρέα. Αἱ ἀνακρίσεις φέρουσιν εἰς φῶς καὶ πραγματικῶς εἶναι καταπληκτικαὶ αἱ ἀνακαλύψεις. bbox=[386, 357, 603, 477]
rates-row bbox=[156, 469, 414, 480]
headline: ΗΜΕΡΟΛΟΓΙΟΝ bbox=[164, 116, 365, 142]
divider bbox=[386, 1479, 603, 1481]
divider bbox=[616, 742, 833, 744]
paragraph: Ὁ ἀριθμὸς οὗτος ἐπιβεβαιοῦται ὑπὸ τῶν ἀντιπροσώπων τῶν ξένων Κρατῶν. bbox=[616, 709, 833, 735]
rates-cell: 62.50 bbox=[252, 469, 281, 481]
divider bbox=[156, 1456, 373, 1458]
paragraph: Μεγάλην συγκίνησιν προκαλεῖ ἀπὸ προχθὲς ἐν Ἀθήναις ἡ ἐξαφάνισις τοῦ Ταμίου τοῦ σιδηροδρόμου τῆς Βορειοδυτικῆς Ἑλλάδος, Πύργου-Κατακόλου καὶ αὐτῆς τῆς Μουσικῆς Ἑταιρείας «Ἀθηνῶν» κ. Ἀποστολίδου. bbox=[1306, 376, 1584, 443]
rates-cell: Ἰόνιον 4 % bbox=[158, 348, 214, 360]
rates-cell: Βιομηχαν. bbox=[158, 469, 210, 481]
rates-cell: Δαν. bbox=[252, 304, 276, 316]
rates-row bbox=[156, 370, 414, 381]
ad-headline: Η «ΜΕΓΑΛΗ ΒΡΕΤΤΑΝΙΑ» bbox=[1363, 985, 1527, 1035]
rates-cell: 335.— bbox=[252, 326, 285, 338]
rates-cell: » » 5 % bbox=[158, 436, 196, 448]
rates-row bbox=[156, 414, 414, 425]
paragraph: Ὁπωσδήποτε χθὲς ἐλέγετο, ὅτι οἱ ἀντιπολιτευόμενοι θὰ μεταβῶσι σήμερον εἰς τὴν Βουλὴν, μεταξὺ δὲ τούτων ἐδέβαιοῦτο ὅτι θὰ εὑρίσκονται οἱ Γ. Θεοτόκης, ὁ κ. Δ. Ῥάλλης, ὁ κ. Ζαΐμης, οἱ ἀδελφοὶ κ. Ν. Δεληγεώργης, ὁ κ. Βουδούρης καὶ οἱ κ. Μαυρομιχάληςτε. bbox=[846, 185, 1063, 292]
advertisement-dairy bbox=[1306, 952, 1584, 1167]
paragraph: ΒΟΛΟΣ, 24 Ἀπριλίου.—Οἱ ἐργάται τῆς κατασκευαζομένης γραμμῆς Αἰγαίου κήρυξαν γενικὴν ἀπεργίαν διὰ τὴν αὔξησιν τῶν ἡμερομισθίων. bbox=[1076, 491, 1293, 544]
columns bbox=[150, 112, 1590, 2112]
advertisement-doctor bbox=[1306, 1182, 1584, 1324]
paragraph: ΣΤΥΛΙΣ, 24 Ἀπριλίου.—Ὥρα 7 μ. μ. αἱ ἀγαπηταὶ ἡ Β. Οἰκογένεια ἀφίχθη ἐνταῦθα, ὅπου ὑποδέχθη ἡ ἑκατοντάς τοῦ Ναυάρχου τοῦ κ. Σιδηναίου ἀπεβιβάσθη ἐν μέσῳ ζητωκραυγῶν καὶ χειροκροτημάτων. bbox=[846, 1333, 1063, 1413]
ad-text: Ἡ γαλακτοφαρμία, ἡ ὑπεύθυνη ἀρχὴ τοῦ κ. Μπερνίτσα, μὲ τὸ θαυμάσιον γάλα ἐκ τῶν ἐξαιρέτων τοῦ ἀγελάδων, παρουσιάζει τὸ καλλίτερον γάλα καὶ ὅλα τὰ γαλακτερὰ εἴδη. bbox=[1309, 1071, 1581, 1125]
classified-ad: Ἐνοικιάζεται μία σάλα μεθ' ἑνὸς παρακειμένου δωματίου. Πληροφορίαι ἐν τῷ γραφείῳ. bbox=[1306, 1500, 1584, 1526]
paragraph: Ὁ φοβερώτερος τῶν συλληφθέντων εἶνε ὁ Στέφανος Παῦλος ὁ Θεσπρωτός, ἀναγνωρισθεὶς ὡς ἀρχηγὸς τῶν μυστικῶν Βουλγαρικῶν ἐταιριῶν. bbox=[386, 787, 603, 840]
paragraph: Οἱ ἐργάται τοῦ Σιδηροδρόμου Θεσσαλίας ἀπεργοῦσι. bbox=[1076, 458, 1293, 484]
classified-ad: Ἐνοικιάζεται ἐν Π. Φαλήρῳ ἡ διώροφος οἰκία ἐπὶ τῆς λεωφόρου Ἀνδρέα Σιγγρού. Πληροφορίαι ὁδὸς Λεωφόρος ἀρ. 3. bbox=[1076, 1219, 1293, 1272]
headline: ΑΝΑΤΡΟΠΗ ΑΜΑΞΗΣ ΕΝ ΛΑΜΙΑ bbox=[1341, 713, 1549, 806]
paragraph: Καθ' ἃ ἐλέγετο μεταξὺ τῶν μελῶν τῆς Μουσικῆς ἑταιρείας χθὲς τὴν νύκτα, ὁ κ. Ἀποστολίδης ἐξηφανίσθη καὶ μετέβη εἰς Κατάκωλον ἐκ τῶν ἐκεῖθεν. bbox=[1306, 648, 1584, 701]
paragraph: Ὁ κ. Σκουζὲς κατὰ τὴν συνάντησιν ταύτην ἐστοίχισε νὰ εὐχαριστήσῃ τὸν Ριφαὰτ βέην διὰ τὴν ἐλευθερίαν μεθ' ἧς ἐπετράπη εἰς τοὺς Ἕλληνας τῆς Θεσσαλονίκης νὰ πανηγυρίσωσι τὴν ἑορτὴν τοῦ Πάσχα. bbox=[616, 884, 833, 964]
subheadline: Τί ἐπεσκέφθησαν bbox=[898, 1299, 1011, 1313]
headline: ΩΡΑ 4 ΠΡΩΪΝΗ bbox=[1336, 112, 1554, 207]
ad-text: τῶν Gibelin et Vieil. Πωλεῖται ὅπως παρὰ τῷ κ. Σαλόνιμος καὶ ἀλλαχοῦ. bbox=[1318, 1593, 1572, 1620]
rates-cell: Μετοχ. Ἑταιριῶν bbox=[297, 304, 386, 316]
subheadline: ΑΠΟΣΤΕΛΛΟΝΤΑΙ ΕΙΣ ΘΥΝΙΚΗΝ bbox=[392, 1735, 597, 1749]
paragraph: ΒΟΛΟΣ, 24 Ἀπριλίου.—Αἱ ἀρχαὶ τῆς Λαρίσσης ἀπέστειλαν bbox=[386, 1769, 603, 1796]
ad-headline: ΚΑΙ ΧΑΡΤΗΣ bbox=[1384, 1398, 1506, 1419]
